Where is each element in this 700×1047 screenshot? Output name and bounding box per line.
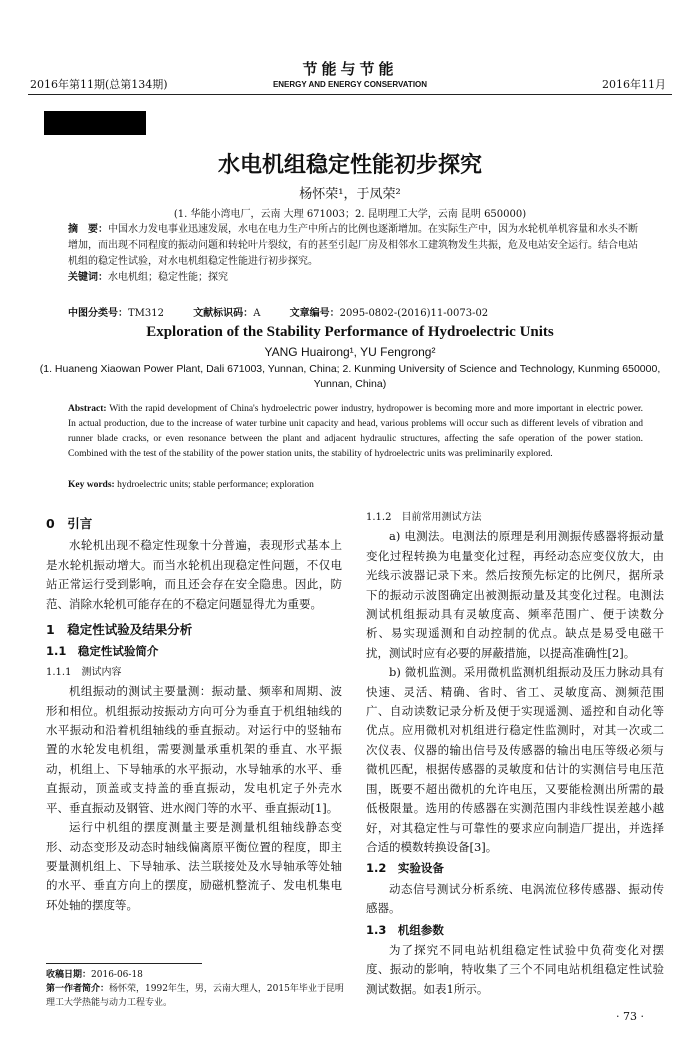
keywords-cn-label: 关键词： [68, 272, 108, 283]
keywords-en-text: hydroelectric units; stable performance; exploration [117, 480, 314, 490]
redaction-box [44, 111, 146, 135]
author-bio-label: 第一作者简介： [46, 984, 110, 994]
footnote-divider [46, 963, 202, 964]
keywords-en-label: Key words: [68, 480, 115, 490]
header-issue: 2016年第11期(总第134期) [30, 78, 168, 91]
page-number: · 73 · [616, 1010, 644, 1023]
section-0-heading: 0 引言 [46, 516, 93, 531]
section-1-1-heading: 1.1 稳定性试验简介 [46, 644, 159, 659]
header-date: 2016年11月 [602, 78, 666, 91]
section-0-paragraph: 水轮机出现不稳定性现象十分普遍，表现形式基本上是水轮机振动增大。而当水轮机出现稳定性问题，不仅电站正常运行受到影响，而且还会存在安全隐患。因此，防范、消除水轮机可能存在的不稳定问题显得尤为重要。 [46, 538, 342, 611]
right-column [366, 508, 664, 999]
section-1-2-heading: 1.2 实验设备 [366, 861, 444, 876]
classification-line [68, 304, 643, 319]
keywords-cn-text: 水电机组；稳定性能；探究 [108, 272, 228, 283]
footnote [46, 968, 346, 1010]
left-column [46, 508, 342, 915]
journal-name-cn: 节能与节能 [302, 60, 398, 78]
received-date: 2016-06-18 [91, 970, 143, 980]
clc-label: 中图分类号： [68, 308, 128, 319]
affiliation: (1. 华能小湾电厂，云南 大理 671003；2. 昆明理工大学，云南 昆明 650000) [173, 209, 527, 220]
section-1-1-1-paragraph-2: 运行中机组的摆度测量主要是测量机组轴线静态变形、动态变形及动态时轴线偏离原平衡位置的程度，即主要量测机组上、下导轴承、法兰联接处及水导轴承等处轴的水平、垂直方向上的摆度，励磁机整流子、发电机集电环处轴的摆度等。 [46, 820, 342, 912]
paper-title: 水电机组稳定性能初步探究 [217, 153, 482, 178]
doc-code-label: 文献标识码： [193, 308, 254, 319]
section-1-1-2-heading: 1.1.2 目前常用测试方法 [366, 512, 482, 523]
abstract-en-label: Abstract: [68, 404, 107, 414]
header-divider [28, 94, 672, 95]
article-number-label: 文章编号： [289, 308, 340, 319]
abstract-cn-label: 摘 要： [68, 224, 108, 235]
abstract-cn [68, 222, 643, 286]
article-number-value: 2095-0802-(2016)11-0073-02 [339, 308, 489, 319]
keywords-en [68, 480, 643, 490]
abstract-en-text: With the rapid development of China's hydroelectric power industry, hydropower is becoming more and more important in electric power. In actual production, due to the increase of water turbine unit capacity and head, various problems will occur such as different levels of vibration and runner blade cracks, or even resonance between the plant and adjacent hydraulic structures, affecting the safe operation of the power station. Combined with the test of the stability of the power station units, the stability of hydroelectric units was preliminarily explored. [68, 404, 643, 459]
author-bio-text: 杨怀荣，1992年生，男，云南大理人，2015年毕业于昆明理工大学热能与动力工程专业。 [46, 984, 344, 1008]
section-1-2-paragraph: 动态信号测试分析系统、电涡流位移传感器、振动传感器。 [366, 881, 664, 916]
method-microcomputer-paragraph: b) 微机监测。采用微机监测机组振动及压力脉动具有快速、灵活、精确、省时、省工、灵敏度高、测频范围广、自动读数记录分析及便于实现遥测、遥控和自动化等优点。应用微机对机组进行稳定性监测时，对其一次或二次仪表、仪器的输出信号及传感器的输出电压等级必须与微机匹配，根据传感器的灵敏度和估计的实测信号电压范围，既要不超出微机的允许电压，又要能检测出所需的最低极限量。选用的传感器在实测范围内非线性误差越小越好，对其稳定性与可靠性的要求应向制造厂提出，并选择合适的模数转换设备[3]。 [366, 665, 664, 854]
doc-code-value: A [253, 308, 261, 319]
section-1-1-1-paragraph-1: 机组振动的测试主要量测：振动量、频率和周期、波形和相位。机组振动按振动方向可分为垂直于机组轴线的水平振动和沿着机组轴线的垂直振动。对运行中的竖轴布置的水轮发电机组，需要测量承重机架的垂直、水平振动，机组上、下导轴承的水平振动，水导轴承的水平、垂直振动，顶盖或支持盖的垂直振动，发电机定子外壳水平、垂直振动及钢管、进水阀门等的水平、垂直振动[1]。 [46, 684, 342, 815]
authors: 杨怀荣¹，于凤荣² [299, 187, 401, 202]
received-label: 收稿日期： [46, 970, 92, 980]
abstract-cn-text: 中国水力发电事业迅速发展，水电在电力生产中所占的比例也逐渐增加。在实际生产中，因为水轮机单机容量和水头不断增加，而出现不同程度的振动问题和转轮叶片裂纹，有的甚至引起厂房及相邻水工建筑物发生共振，危及电站安全运行。结合电站机组的稳定性试验，对水电机组稳定性能进行初步探究。 [68, 224, 638, 267]
section-1-3-paragraph: 为了探究不同电站机组稳定性试验中负荷变化对摆度、振动的影响，特收集了三个不同电站机组稳定性试验测试数据。如表1所示。 [366, 942, 664, 996]
paper-title-en: Exploration of the Stability Performance of Hydroelectric Units [146, 324, 554, 340]
journal-masthead [0, 58, 700, 89]
method-electrical-paragraph: a) 电测法。电测法的原理是利用测振传感器将振动量变化过程转换为电量变化过程，再经动态应变仪放大，由光线示波器记录下来。然后按预先标定的比例尺，据所录下的振动示波图确定出被测振动量及其变化过程。电测法测试机组振动具有灵敏度高、频率范围广、便于读数分析、易实现遥测和自动控制的优点。缺点是易受电磁干扰，测试时应有必要的屏蔽措施，以提高准确性[2]。 [366, 529, 664, 660]
authors-en: YANG Huairong¹, YU Fengrong² [264, 345, 436, 359]
clc-value: TM312 [128, 308, 164, 319]
abstract-en [68, 402, 643, 462]
journal-name-en: ENERGY AND ENERGY CONSERVATION [272, 80, 428, 89]
section-1-1-1-heading: 1.1.1 测试内容 [46, 666, 122, 678]
affiliation-en: (1. Huaneng Xiaowan Power Plant, Dali 671003, Yunnan, China; 2. Kunming University of Science and Technology, Kunming 650000, Yunnan, China) [39, 363, 661, 390]
section-1-heading: 1 稳定性试验及结果分析 [46, 622, 193, 638]
section-1-3-heading: 1.3 机组参数 [366, 922, 444, 937]
